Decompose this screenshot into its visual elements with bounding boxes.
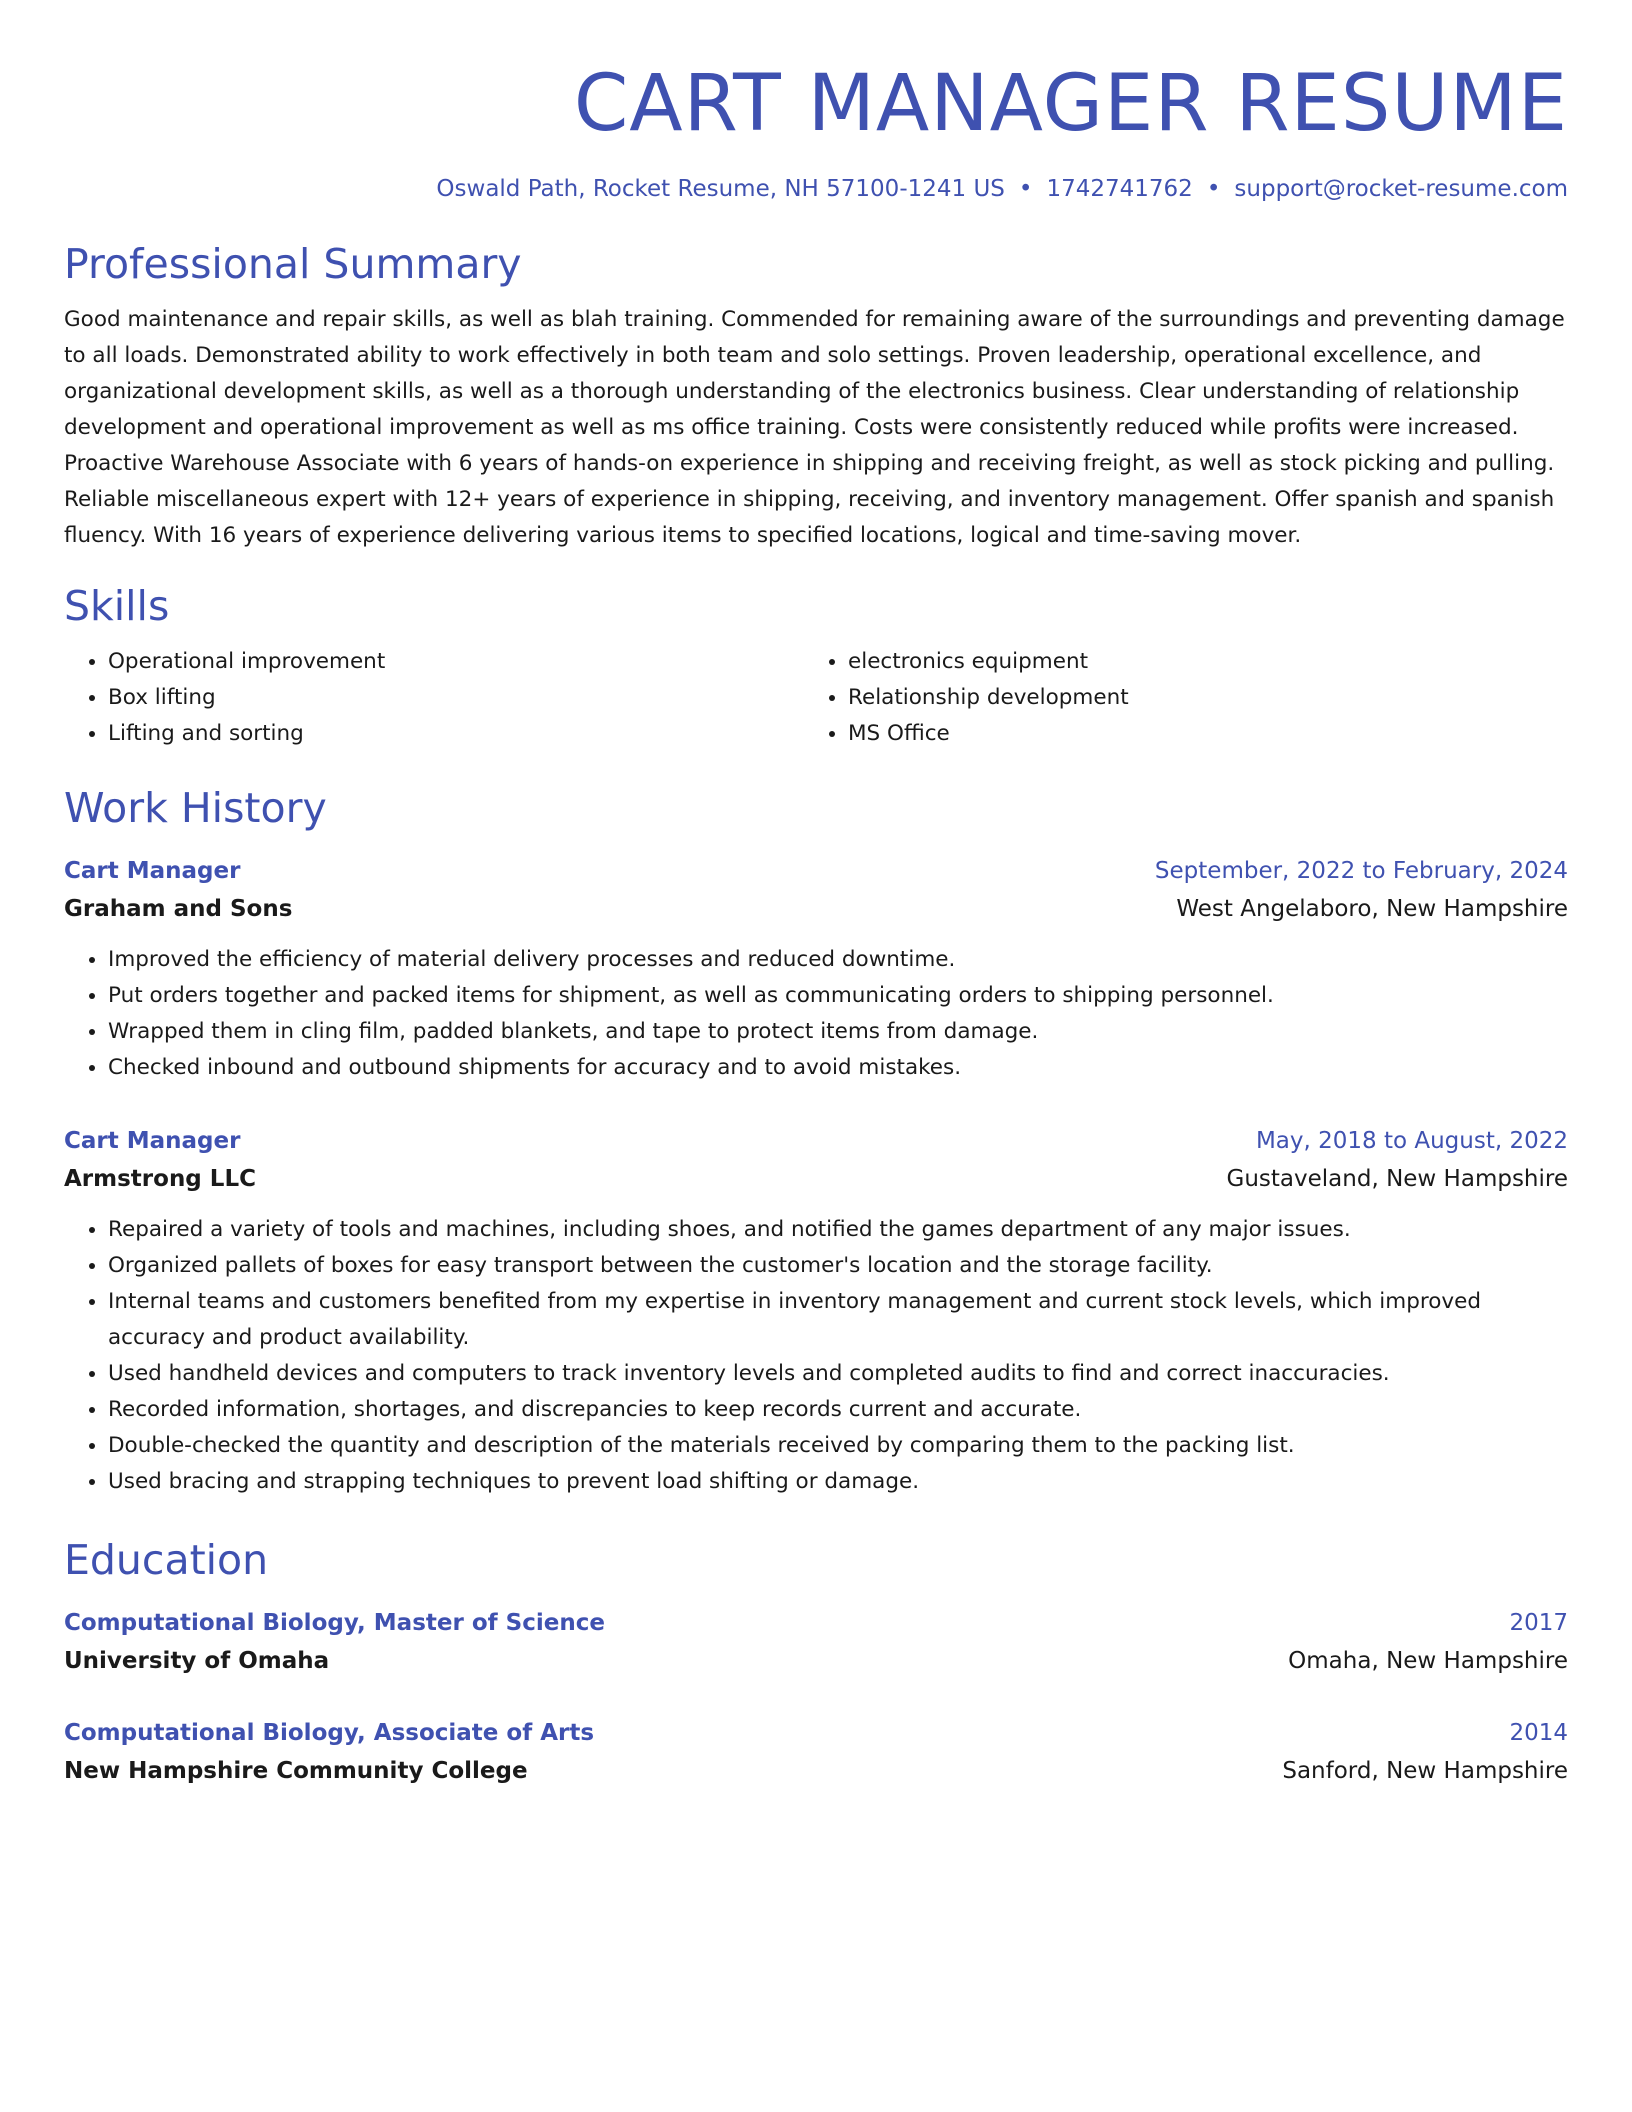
skills-column-left [64, 644, 804, 752]
job-dates: May, 2018 to August, 2022 [1255, 1128, 1568, 1154]
education-degree: Computational Biology, Master of Science [64, 1610, 605, 1636]
contact-line [64, 174, 1568, 204]
resume-title: CART MANAGER RESUME [573, 59, 1568, 149]
contact-separator: • [1018, 176, 1033, 202]
job-company: Armstrong LLC [64, 1166, 256, 1192]
job-entry [64, 852, 1568, 1086]
education-location: Sanford, New Hampshire [1282, 1758, 1568, 1784]
job-duties [64, 1212, 1568, 1500]
work-history-heading: Work History [64, 784, 327, 832]
job-duty: • Organized pallets of boxes for easy transport between the customer's location and the storage facility. [108, 1248, 1568, 1284]
job-location: West Angelaboro, New Hampshire [1176, 896, 1568, 922]
job-duty: • Used bracing and strapping techniques to prevent load shifting or damage. [108, 1464, 1568, 1500]
job-duties [64, 942, 1568, 1086]
job-dates: September, 2022 to February, 2024 [1154, 858, 1568, 884]
education-entry [64, 1714, 1568, 1790]
job-duty: • Checked inbound and outbound shipments for accuracy and to avoid mistakes. [108, 1050, 1568, 1086]
job-title: Cart Manager [64, 858, 241, 884]
job-duty: • Used handheld devices and computers to track inventory levels and completed audits to find and correct inaccuracies. [108, 1356, 1568, 1392]
contact-address: Oswald Path, Rocket Resume, NH 57100-1241 US [436, 176, 1005, 202]
education-school: University of Omaha [64, 1648, 330, 1674]
education-year: 2014 [1509, 1720, 1568, 1746]
skills-column-right [804, 644, 1568, 752]
education-entry [64, 1604, 1568, 1680]
contact-phone: 1742741762 [1046, 176, 1193, 202]
job-duty: • Wrapped them in cling film, padded blankets, and tape to protect items from damage. [108, 1014, 1568, 1050]
education-degree: Computational Biology, Associate of Arts [64, 1720, 595, 1746]
job-company: Graham and Sons [64, 896, 293, 922]
education-heading: Education [64, 1536, 269, 1584]
job-duty: • Double-checked the quantity and description of the materials received by comparing them to the packing list. [108, 1428, 1568, 1464]
job-duty: • Repaired a variety of tools and machines, including shoes, and notified the games department of any major issues. [108, 1212, 1568, 1248]
job-duty: • Put orders together and packed items for shipment, as well as communicating orders to shipping personnel. [108, 978, 1568, 1014]
skill-item: • MS Office [848, 716, 1568, 752]
contact-email: support@rocket-resume.com [1234, 176, 1568, 202]
education-school: New Hampshire Community College [64, 1758, 528, 1784]
skill-item: • Operational improvement [108, 644, 804, 680]
skills-heading: Skills [64, 582, 170, 630]
skill-item: • Relationship development [848, 680, 1568, 716]
summary-heading: Professional Summary [64, 240, 522, 288]
job-duty: • Improved the efficiency of material delivery processes and reduced downtime. [108, 942, 1568, 978]
skill-item: • Lifting and sorting [108, 716, 804, 752]
job-title: Cart Manager [64, 1128, 241, 1154]
job-duty: • Internal teams and customers benefited from my expertise in inventory management and current stock levels, which improved accuracy and product availability. [108, 1284, 1568, 1356]
skill-item: • electronics equipment [848, 644, 1568, 680]
summary-text: Good maintenance and repair skills, as well as blah training. Commended for remaining aware of the surroundings and preventing damage to all loads. Demonstrated ability to work effectively in both team and solo settings. Proven leadership, operational excellence, and organizational development skills, as well as a thorough understanding of the electronics business. Clear understanding of relationship development and operational improvement as well as ms office training. Costs were consistently reduced while profits were increased. Proactive Warehouse Associate with 6 years of hands-on experience in shipping and receiving freight, as well as stock picking and pulling. Reliable miscellaneous expert with 12+ years of experience in shipping, receiving, and inventory management. Offer spanish and spanish fluency. With 16 years of experience delivering various items to specified locations, logical and time-saving mover. [64, 307, 1565, 548]
job-location: Gustaveland, New Hampshire [1226, 1166, 1568, 1192]
skill-item: • Box lifting [108, 680, 804, 716]
job-duty: • Recorded information, shortages, and discrepancies to keep records current and accurate. [108, 1392, 1568, 1428]
education-year: 2017 [1509, 1610, 1568, 1636]
skills-list [64, 644, 1568, 752]
contact-separator: • [1206, 176, 1221, 202]
education-location: Omaha, New Hampshire [1288, 1648, 1568, 1674]
job-entry [64, 1122, 1568, 1500]
